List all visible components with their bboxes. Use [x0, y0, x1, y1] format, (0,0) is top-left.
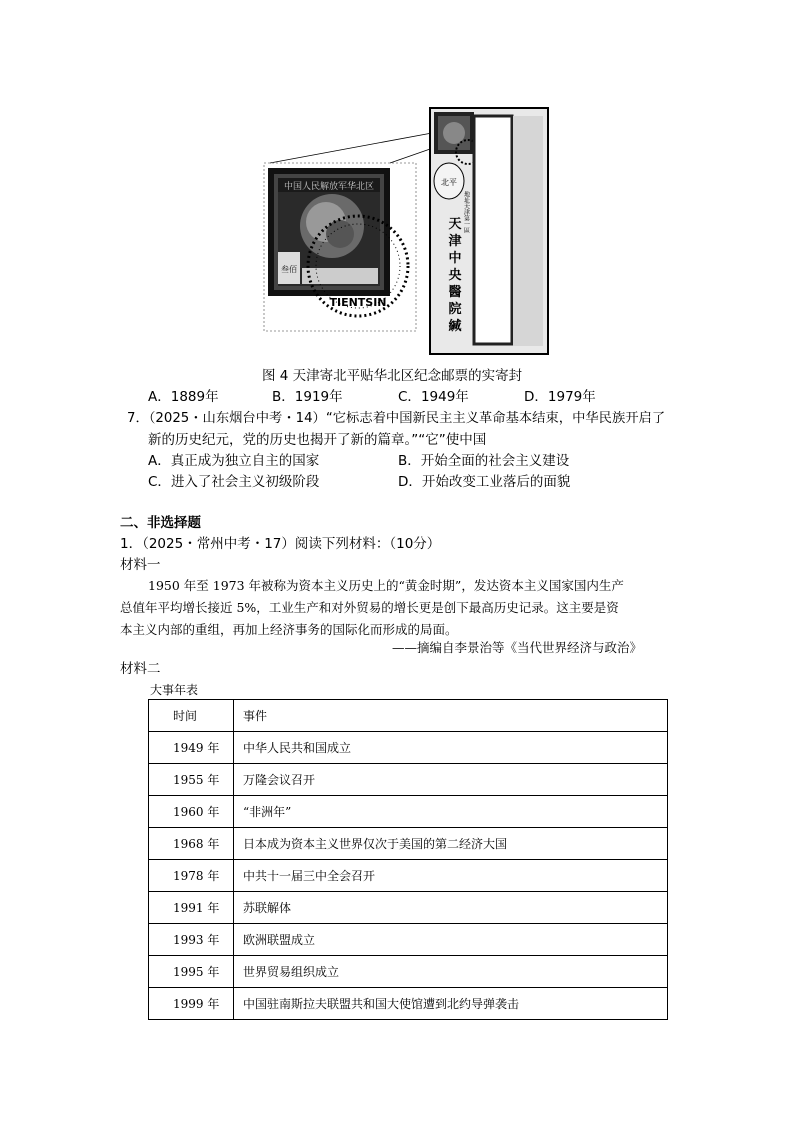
table-cell-year: 1995 年	[149, 956, 234, 988]
table-header-time: 时间	[149, 700, 234, 732]
q7-option-d: D．开始改变工业落后的面貌	[398, 474, 571, 490]
table-row	[149, 796, 668, 828]
table-cell-event: 万隆会议召开	[234, 764, 668, 796]
table-cell-event: 苏联解体	[234, 892, 668, 924]
material-one-line1: 1950 年至 1973 年被称为资本主义历史上的“黄金时期”，发达资本主义国家国内生产	[148, 578, 624, 593]
table-row	[149, 828, 668, 860]
q7-stem-line1: 7．（2025・山东烟台中考・14）“它标志着中国新民主主义革命基本结束，中华民族开启了	[127, 411, 666, 426]
envelope-sender	[445, 216, 465, 335]
table-row	[149, 892, 668, 924]
material-one-line3: 本主义内部的重组，再加上经济事务的国际化而形成的局面。	[120, 622, 458, 637]
table-cell-event: 中共十一届三中全会召开	[234, 860, 668, 892]
stamp-enlarged	[268, 168, 390, 296]
table-cell-year: 1999 年	[149, 988, 234, 1020]
table-cell-event: 中国驻南斯拉夫联盟共和国大使馆遭到北约导弹袭击	[234, 988, 668, 1020]
envelope-label: 北平	[441, 178, 457, 187]
material-one-source: ——摘编自李景治等《当代世界经济与政治》	[392, 640, 643, 655]
envelope-char: 央	[448, 268, 462, 283]
table-row	[149, 956, 668, 988]
envelope-char: 緘	[448, 319, 462, 334]
q6-option-d: D．1979年	[524, 389, 596, 405]
table-cell-year: 1955 年	[149, 764, 234, 796]
table-cell-event: 世界贸易组织成立	[234, 956, 668, 988]
envelope-char: 醫	[448, 285, 462, 300]
postmark-text: TIENTSIN	[329, 296, 387, 309]
table-row	[149, 732, 668, 764]
q1-stem: 1．（2025・常州中考・17）阅读下列材料：（10分）	[120, 536, 441, 552]
q7-option-c: C．进入了社会主义初级阶段	[148, 474, 320, 490]
table-header-event: 事件	[234, 700, 668, 732]
table-cell-year: 1960 年	[149, 796, 234, 828]
envelope-illustration	[262, 106, 552, 358]
table-cell-year: 1993 年	[149, 924, 234, 956]
table-row	[149, 924, 668, 956]
q7-stem-line2: 新的历史纪元，党的历史也揭开了新的篇章。”“它”使中国	[148, 432, 487, 448]
table-row	[149, 860, 668, 892]
table-cell-year: 1949 年	[149, 732, 234, 764]
q6-option-b: B．1919年	[272, 389, 343, 405]
stamp-value: 叁佰	[281, 265, 297, 274]
envelope-small-text: 地址天津第一區	[462, 191, 470, 233]
q7-option-a: A．真正成为独立自主的国家	[148, 453, 320, 469]
table-cell-year: 1968 年	[149, 828, 234, 860]
table-cell-year: 1978 年	[149, 860, 234, 892]
q6-option-c: C．1949年	[398, 389, 469, 405]
envelope-char: 院	[448, 302, 462, 317]
table-row	[149, 988, 668, 1020]
q6-option-a: A．1889年	[148, 389, 219, 405]
events-table	[148, 699, 668, 1020]
material-two-label: 材料二	[120, 661, 161, 677]
figure-caption: 图 4 天津寄北平贴华北区纪念邮票的实寄封	[262, 368, 523, 384]
table-cell-event: 日本成为资本主义世界仅次于美国的第二经济大国	[234, 828, 668, 860]
section-heading: 二、非选择题	[120, 515, 201, 531]
table-cell-event: “非洲年”	[234, 796, 668, 828]
envelope-char: 中	[448, 251, 462, 266]
q7-option-b: B．开始全面的社会主义建设	[398, 453, 570, 469]
table-cell-year: 1991 年	[149, 892, 234, 924]
table-row	[149, 764, 668, 796]
material-one-line2: 总值年平均增长接近 5%，工业生产和对外贸易的增长更是创下最高历史记录。这主要是资	[120, 600, 619, 615]
envelope-char: 津	[448, 234, 462, 249]
table-cell-event: 中华人民共和国成立	[234, 732, 668, 764]
table-cell-event: 欧洲联盟成立	[234, 924, 668, 956]
envelope-char: 天	[448, 217, 462, 232]
envelope-figure	[262, 106, 552, 358]
stamp-title: 中国人民解放军华北区	[283, 182, 375, 192]
material-one-label: 材料一	[120, 557, 161, 573]
table-title: 大事年表	[150, 683, 199, 697]
table-header-row	[149, 700, 668, 732]
